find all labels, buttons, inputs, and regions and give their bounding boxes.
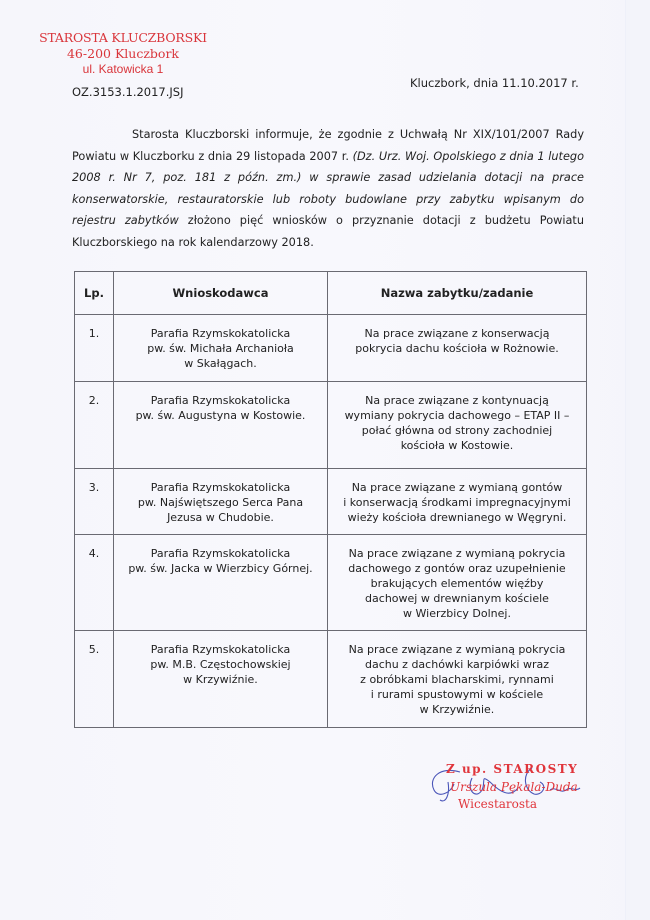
applicant-line: Parafia Rzymskokatolicka — [150, 547, 291, 560]
applicant-line: Parafia Rzymskokatolicka — [150, 481, 291, 494]
applicant-line: pw. św. Jacka w Wierzbicy Górnej. — [128, 562, 313, 575]
applicant-line: pw. św. Augustyna w Kostowie. — [135, 409, 306, 422]
cell-applicant — [114, 315, 328, 382]
cell-task — [328, 535, 587, 631]
table-row — [75, 382, 587, 469]
paragraph-part-2-italic: (Dz. Urz. Woj. Opolskiego z dnia 1 lutego 2008 r. Nr 7, poz. 181 z późn. zm.) w sprawie zasad udzielania dotacji na prace konserwatorskie, restauratorskie lub roboty budowlane przy zabytku wpisanym do rejestru zabytków — [72, 149, 584, 227]
task-line: pokrycia dachu kościoła w Rożnowie. — [355, 342, 559, 355]
applications-table — [74, 271, 587, 728]
table-row — [75, 315, 587, 382]
task-line: dachu z dachówki karpiówki wraz — [364, 658, 550, 671]
cell-applicant — [114, 535, 328, 631]
cell-applicant — [114, 631, 328, 728]
paragraph-part-3: złożono pięć wniosków o przyznanie dotacji z budżetu Powiatu Kluczborskiego na rok kalendarzowy 2018. — [72, 214, 584, 249]
task-line: połać główna od strony zachodniej — [361, 424, 553, 437]
cell-lp: 3. — [75, 469, 114, 535]
table-row — [75, 535, 587, 631]
task-line: z obróbkami blacharskimi, rynnami — [360, 673, 554, 686]
task-line: wymiany pokrycia dachowego – ETAP II – — [344, 409, 570, 422]
applicant-line: pw. M.B. Częstochowskiej — [150, 658, 291, 671]
signature-stamp-name: Urszula Pękala-Duda — [450, 780, 578, 794]
task-line: Na prace związane z wymianą gontów — [351, 481, 563, 494]
task-line: w Krzywiźnie. — [419, 703, 495, 716]
table-header-row — [75, 272, 587, 315]
cell-task — [328, 315, 587, 382]
scan-edge — [625, 0, 650, 920]
office-stamp — [28, 30, 218, 78]
paragraph-part-1: Starosta Kluczborski informuje, że zgodnie z Uchwałą Nr XIX/101/2007 Rady Powiatu w Kluczborku z dnia 29 listopada 2007 r. — [72, 128, 584, 163]
cell-lp: 2. — [75, 382, 114, 469]
applicant-line: Parafia Rzymskokatolicka — [150, 394, 291, 407]
task-line: Na prace związane z wymianą pokrycia — [348, 547, 566, 560]
applicant-line: Parafia Rzymskokatolicka — [150, 327, 291, 340]
task-line: Na prace związane z kontynuacją — [365, 394, 549, 407]
task-line: wieży kościoła drewnianego w Węgryni. — [347, 511, 567, 524]
cell-lp: 1. — [75, 315, 114, 382]
cell-lp: 5. — [75, 631, 114, 728]
task-line: brakujących elementów więźby — [370, 577, 544, 590]
task-line: w Wierzbicy Dolnej. — [403, 607, 511, 620]
cell-lp: 4. — [75, 535, 114, 631]
signature-stamp-title: Wicestarosta — [458, 797, 538, 811]
signature-stamp-authority: Z up. STAROSTY — [446, 762, 579, 776]
table-row — [75, 631, 587, 728]
applicant-line: Parafia Rzymskokatolicka — [150, 643, 291, 656]
applicant-line: pw. św. Michała Archanioła — [147, 342, 294, 355]
cell-applicant — [114, 382, 328, 469]
header-applicant: Wnioskodawca — [114, 272, 328, 315]
cell-task — [328, 469, 587, 535]
cell-task — [328, 631, 587, 728]
applicant-line: w Krzywiźnie. — [183, 673, 258, 686]
task-line: dachowej w drewnianym kościele — [365, 592, 549, 605]
place-date: Kluczbork, dnia 11.10.2017 r. — [410, 76, 579, 90]
task-line: dachowego z gontów oraz uzupełnienie — [348, 562, 566, 575]
cell-applicant — [114, 469, 328, 535]
applicant-line: Jezusa w Chudobie. — [167, 511, 274, 524]
stamp-street: ul. Katowicka 1 — [82, 62, 164, 76]
cell-task — [328, 382, 587, 469]
announcement-paragraph — [72, 124, 584, 253]
header-task: Nazwa zabytku/zadanie — [328, 272, 587, 315]
reference-number: OZ.3153.1.2017.JSJ — [72, 85, 184, 99]
signature-block — [420, 760, 600, 830]
stamp-postal-city: 46-200 Kluczbork — [66, 46, 179, 61]
table-row — [75, 469, 587, 535]
applicant-line: w Skałągach. — [184, 357, 257, 370]
stamp-office-name: STAROSTA KLUCZBORSKI — [39, 30, 207, 45]
task-line: i rurami spustowymi w kościele — [370, 688, 544, 701]
task-line: Na prace związane z wymianą pokrycia — [348, 643, 566, 656]
task-line: i konserwacją środkami impregnacyjnymi — [343, 496, 571, 509]
task-line: kościoła w Kostowie. — [400, 439, 514, 452]
header-lp: Lp. — [75, 272, 114, 315]
applicant-line: pw. Najświętszego Serca Pana — [137, 496, 304, 509]
task-line: Na prace związane z konserwacją — [364, 327, 550, 340]
